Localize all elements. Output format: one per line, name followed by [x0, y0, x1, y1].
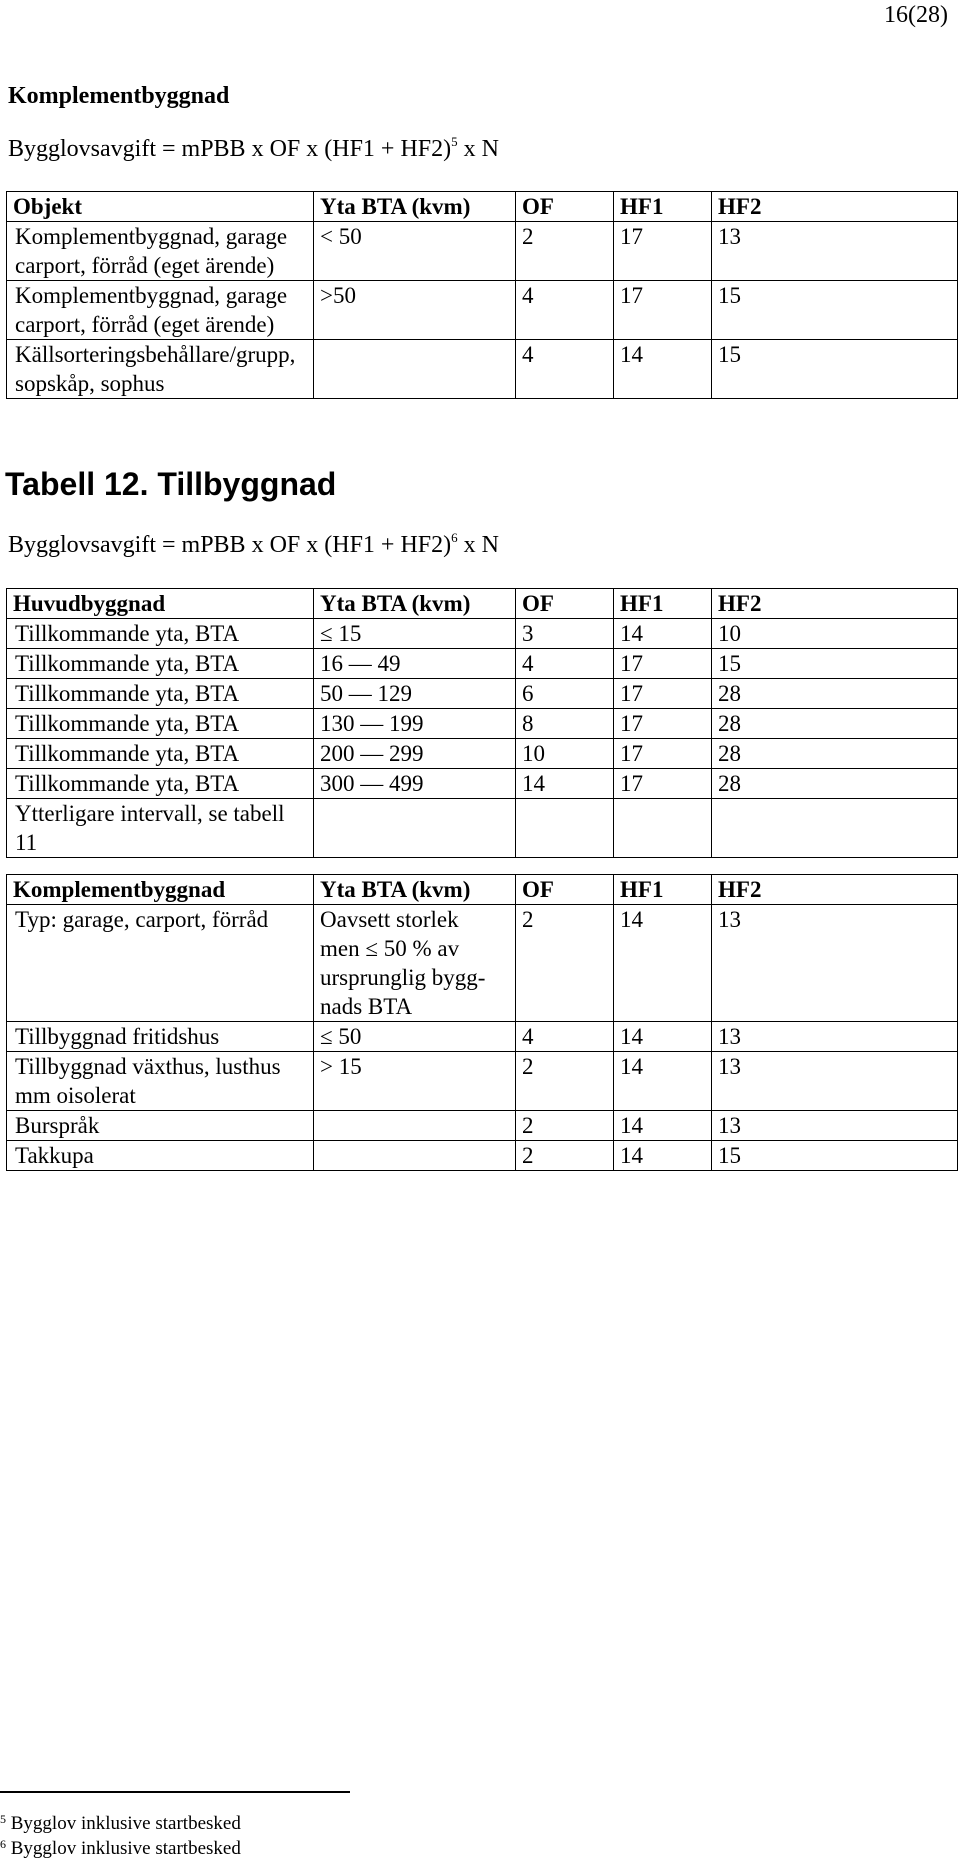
cell-hf1: 17: [614, 709, 712, 739]
footnote-number: 5: [0, 1812, 6, 1826]
cell-object: [7, 709, 314, 739]
cell-hf1: 17: [614, 281, 712, 340]
cell-hf1: 14: [614, 1141, 712, 1171]
cell-hf2: 13: [712, 1022, 958, 1052]
cell-object: [7, 1052, 314, 1111]
cell-of: 4: [516, 340, 614, 399]
header-of: OF: [516, 192, 614, 222]
cell-area: [314, 1052, 516, 1111]
header-of: OF: [516, 875, 614, 905]
cell-hf1: 17: [614, 222, 712, 281]
cell-value: 300 — 499: [320, 771, 424, 796]
cell-area: [314, 1111, 516, 1141]
formula-text: Bygglovsavgift = mPBB x OF x (HF1 + HF2): [8, 136, 452, 162]
table-row: [7, 1111, 958, 1141]
header-area: Yta BTA (kvm): [314, 192, 516, 222]
cell-of: 4: [516, 649, 614, 679]
cell-hf1: 17: [614, 769, 712, 799]
footnote-divider: [0, 1791, 350, 1793]
cell-hf1: 14: [614, 340, 712, 399]
cell-object: [7, 340, 314, 399]
header-object: Objekt: [7, 192, 314, 222]
table-row: [7, 1141, 958, 1171]
cell-area: [314, 340, 516, 399]
table-row: [7, 340, 958, 399]
table-row: [7, 1022, 958, 1052]
header-hf1: HF1: [614, 192, 712, 222]
cell-of: 2: [516, 1111, 614, 1141]
cell-object: [7, 222, 314, 281]
cell-area: [314, 799, 516, 858]
table-row: [7, 679, 958, 709]
cell-hf2: 10: [712, 619, 958, 649]
header-object: Huvudbyggnad: [7, 589, 314, 619]
footnote-text: Bygglov inklusive startbesked: [6, 1838, 241, 1859]
cell-hf2: 15: [712, 649, 958, 679]
cell-line: Ytterligare intervall, se tabell 11: [15, 801, 285, 855]
cell-area: [314, 709, 516, 739]
cell-area: [314, 739, 516, 769]
cell-hf1: 14: [614, 1022, 712, 1052]
table-row: [7, 1052, 958, 1111]
cell-of: 6: [516, 679, 614, 709]
cell-line: carport, förråd (eget ärende): [15, 312, 275, 337]
cell-line: ursprunglig bygg-: [320, 965, 486, 990]
cell-object: [7, 769, 314, 799]
fee-table-komplementbyggnad: [6, 191, 958, 399]
cell-hf2: 28: [712, 769, 958, 799]
cell-hf1: [614, 799, 712, 858]
cell-hf1: 14: [614, 619, 712, 649]
fee-table-huvudbyggnad: [6, 588, 958, 858]
cell-hf1: 17: [614, 739, 712, 769]
table-row: [7, 799, 958, 858]
cell-value: 16 — 49: [320, 651, 401, 676]
cell-area: [314, 679, 516, 709]
cell-line: ≤ 50: [320, 1024, 362, 1049]
cell-of: 2: [516, 1052, 614, 1111]
header-hf2: HF2: [712, 875, 958, 905]
formula-suffix: x N: [457, 532, 499, 558]
cell-of: 10: [516, 739, 614, 769]
table-row: [7, 222, 958, 281]
table-row: [7, 709, 958, 739]
cell-hf1: 17: [614, 679, 712, 709]
cell-line: sopskåp, sophus: [15, 371, 165, 396]
footnote-text: Bygglov inklusive startbesked: [6, 1813, 241, 1834]
footnote-ref: 5: [451, 134, 458, 149]
cell-line: Typ: garage, carport, förråd: [15, 907, 269, 932]
table-row: [7, 619, 958, 649]
cell-object: [7, 905, 314, 1022]
cell-of: 8: [516, 709, 614, 739]
formula-suffix: x N: [457, 136, 499, 162]
cell-object: [7, 649, 314, 679]
cell-line: Tillkommande yta, BTA: [15, 771, 240, 796]
table-header-row: [7, 875, 958, 905]
cell-object: [7, 1111, 314, 1141]
header-hf2: HF2: [712, 589, 958, 619]
cell-line: Komplementbyggnad, garage: [15, 224, 288, 249]
cell-of: 2: [516, 905, 614, 1022]
cell-hf1: 17: [614, 649, 712, 679]
cell-object: [7, 281, 314, 340]
cell-value: >50: [320, 283, 356, 308]
cell-line: Tillkommande yta, BTA: [15, 651, 240, 676]
footnote-ref: 6: [451, 530, 458, 545]
cell-hf1: 14: [614, 1111, 712, 1141]
table-row: [7, 769, 958, 799]
cell-of: [516, 799, 614, 858]
cell-line: Tillkommande yta, BTA: [15, 681, 240, 706]
cell-object: [7, 799, 314, 858]
cell-value: < 50: [320, 224, 362, 249]
cell-hf1: 14: [614, 1052, 712, 1111]
cell-of: 2: [516, 1141, 614, 1171]
cell-object: [7, 679, 314, 709]
footnote-5: [0, 1813, 241, 1835]
cell-area: [314, 222, 516, 281]
table-row: [7, 905, 958, 1022]
cell-line: Tillbyggnad växthus, lusthus: [15, 1054, 281, 1079]
cell-value: 200 — 299: [320, 741, 424, 766]
cell-of: 14: [516, 769, 614, 799]
cell-object: [7, 739, 314, 769]
cell-line: > 15: [320, 1054, 362, 1079]
table-row: [7, 281, 958, 340]
cell-line: Tillkommande yta, BTA: [15, 741, 240, 766]
cell-line: mm oisolerat: [15, 1083, 136, 1108]
cell-hf2: 15: [712, 1141, 958, 1171]
header-hf1: HF1: [614, 589, 712, 619]
cell-area: [314, 1022, 516, 1052]
cell-area: [314, 769, 516, 799]
cell-of: 4: [516, 281, 614, 340]
cell-hf2: 13: [712, 1052, 958, 1111]
cell-line: men ≤ 50 % av: [320, 936, 460, 961]
footnote-6: [0, 1838, 241, 1860]
cell-line: Tillbyggnad fritidshus: [15, 1024, 220, 1049]
formula-text: Bygglovsavgift = mPBB x OF x (HF1 + HF2): [8, 532, 452, 558]
table-header-row: [7, 589, 958, 619]
header-hf2: HF2: [712, 192, 958, 222]
header-area: Yta BTA (kvm): [314, 589, 516, 619]
cell-of: 2: [516, 222, 614, 281]
table-caption: Tabell 12. Tillbyggnad: [5, 466, 337, 502]
cell-line: Oavsett storlek: [320, 907, 459, 932]
section-heading-komplementbyggnad: Komplementbyggnad: [8, 83, 230, 109]
cell-hf2: [712, 799, 958, 858]
fee-formula: [8, 136, 499, 163]
cell-hf2: 13: [712, 1111, 958, 1141]
cell-object: [7, 1141, 314, 1171]
table-header-row: [7, 192, 958, 222]
cell-of: 3: [516, 619, 614, 649]
cell-object: [7, 1022, 314, 1052]
header-hf1: HF1: [614, 875, 712, 905]
footnote-number: 6: [0, 1837, 6, 1851]
cell-value: 130 — 199: [320, 711, 424, 736]
header-of: OF: [516, 589, 614, 619]
cell-hf2: 28: [712, 739, 958, 769]
cell-line: nads BTA: [320, 994, 413, 1019]
cell-area: [314, 619, 516, 649]
cell-line: Takkupa: [15, 1143, 94, 1168]
cell-of: 4: [516, 1022, 614, 1052]
cell-hf2: 13: [712, 222, 958, 281]
cell-line: Källsorteringsbehållare/grupp,: [15, 342, 296, 367]
cell-hf2: 28: [712, 709, 958, 739]
cell-hf2: 13: [712, 905, 958, 1022]
fee-table-komplementbyggnad-tillbyggnad: [6, 874, 958, 1171]
cell-value: ≤ 15: [320, 621, 362, 646]
table-row: [7, 739, 958, 769]
header-area: Yta BTA (kvm): [314, 875, 516, 905]
fee-formula: [8, 532, 499, 559]
cell-hf2: 15: [712, 340, 958, 399]
cell-hf2: 28: [712, 679, 958, 709]
cell-area: [314, 649, 516, 679]
header-object: Komplementbyggnad: [7, 875, 314, 905]
cell-area: [314, 281, 516, 340]
cell-object: [7, 619, 314, 649]
cell-hf1: 14: [614, 905, 712, 1022]
table-row: [7, 649, 958, 679]
cell-line: Tillkommande yta, BTA: [15, 621, 240, 646]
page-number: 16(28): [884, 2, 948, 28]
cell-area: [314, 905, 516, 1022]
cell-line: carport, förråd (eget ärende): [15, 253, 275, 278]
cell-line: Tillkommande yta, BTA: [15, 711, 240, 736]
cell-line: Komplementbyggnad, garage: [15, 283, 288, 308]
cell-hf2: 15: [712, 281, 958, 340]
cell-area: [314, 1141, 516, 1171]
cell-line: Burspråk: [15, 1113, 100, 1138]
cell-value: 50 — 129: [320, 681, 412, 706]
